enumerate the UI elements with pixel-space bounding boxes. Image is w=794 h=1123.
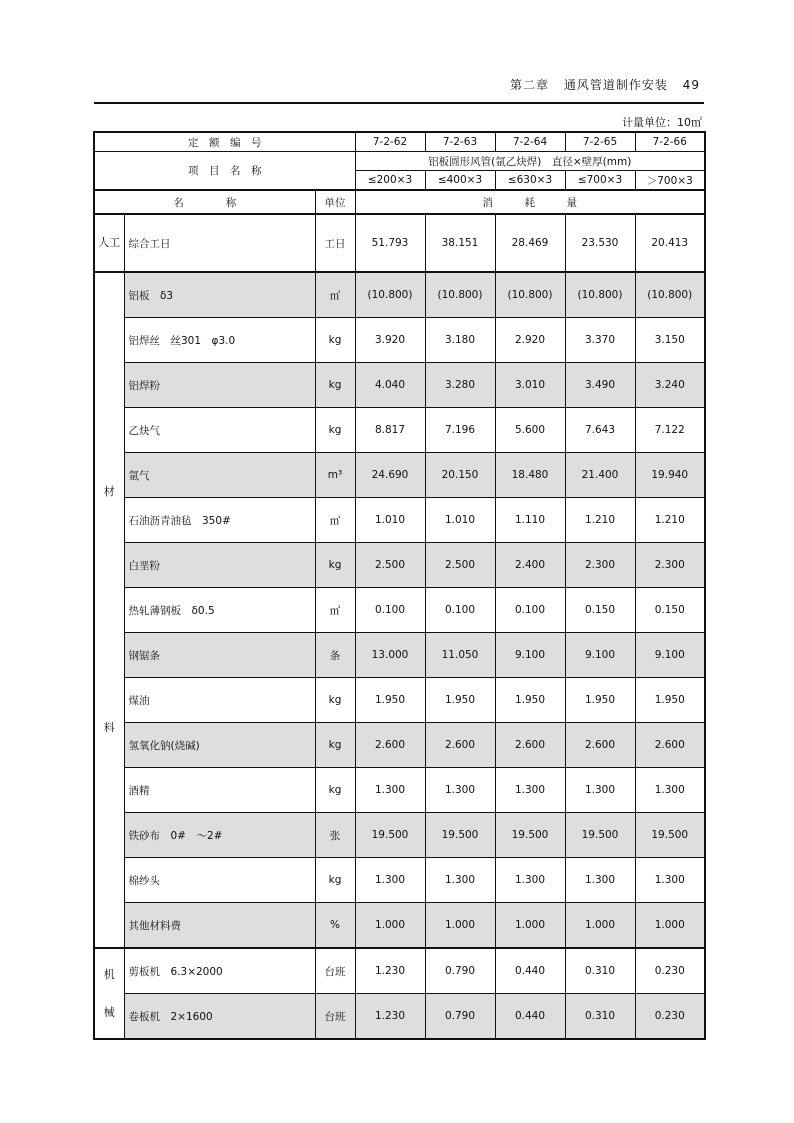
item-value: 3.370 [565,318,635,363]
item-value: 28.469 [495,214,565,272]
item-value: 1.010 [355,498,425,543]
group-label: 材 [103,485,115,498]
quota-code: 7-2-66 [635,132,705,152]
name-column-label: 名 称 [94,190,315,214]
item-name: 铝焊丝 丝301 φ3.0 [124,318,315,363]
header-text [500,76,700,93]
table-row [94,272,705,318]
table-row [94,588,705,633]
item-name: 铁砂布 0# ～2# [124,813,315,858]
item-value: 1.210 [635,498,705,543]
unit-column-label: 单位 [315,190,355,214]
item-unit: kg [315,318,355,363]
group-label: 机 [103,967,115,981]
table-row [94,723,705,768]
quota-no-label: 定 额 编 号 [94,132,355,152]
size-spec: ＞700×3 [635,171,705,191]
group-label-cell [94,214,124,272]
item-value: 1.110 [495,498,565,543]
table-row [94,858,705,903]
item-value: 1.300 [565,768,635,813]
item-value: 1.950 [425,678,495,723]
item-value: 2.600 [425,723,495,768]
size-spec: ≤200×3 [355,171,425,191]
item-value: 2.600 [355,723,425,768]
item-value: 38.151 [425,214,495,272]
item-value: 3.180 [425,318,495,363]
item-value: 1.230 [355,948,425,994]
item-value: 7.196 [425,408,495,453]
group-label: 人工 [98,236,121,249]
item-name: 氩气 [124,453,315,498]
chapter-label: 第二章 [510,78,550,92]
item-value: 9.100 [495,633,565,678]
table-row [94,678,705,723]
item-value: 18.480 [495,453,565,498]
item-value: 1.000 [425,903,495,949]
size-spec: ≤400×3 [425,171,495,191]
item-name: 剪板机 6.3×2000 [124,948,315,994]
item-value: 19.500 [635,813,705,858]
item-name: 煤油 [124,678,315,723]
item-value: 2.300 [565,543,635,588]
item-value: 11.050 [425,633,495,678]
quota-code: 7-2-63 [425,132,495,152]
item-value: 23.530 [565,214,635,272]
item-value: 1.300 [635,768,705,813]
item-value: 1.210 [565,498,635,543]
item-unit: 台班 [315,948,355,994]
table-row [94,214,705,272]
item-value: 1.300 [495,858,565,903]
item-value: 0.230 [635,994,705,1040]
item-value: 1.950 [355,678,425,723]
item-value: 19.500 [565,813,635,858]
table-row [94,903,705,949]
item-value: 0.440 [495,948,565,994]
item-value: 0.100 [355,588,425,633]
table-row [94,633,705,678]
item-name: 钢锯条 [124,633,315,678]
item-value: 20.150 [425,453,495,498]
item-value: 19.500 [355,813,425,858]
item-value: 0.150 [565,588,635,633]
item-value: 0.100 [425,588,495,633]
item-unit: 条 [315,633,355,678]
item-value: 1.300 [355,768,425,813]
item-name: 热轧薄钢板 δ0.5 [124,588,315,633]
item-unit: kg [315,723,355,768]
item-name: 综合工日 [124,214,315,272]
table-row [94,994,705,1040]
item-value: 3.280 [425,363,495,408]
item-value: 1.950 [495,678,565,723]
item-value: 1.000 [495,903,565,949]
group-label-cell [94,272,124,948]
item-value: 2.400 [495,543,565,588]
item-value: 3.920 [355,318,425,363]
item-value: (10.800) [425,272,495,318]
item-name: 氢氧化钠(烧碱) [124,723,315,768]
item-value: 3.150 [635,318,705,363]
table-row [94,408,705,453]
item-value: 19.500 [495,813,565,858]
quota-code: 7-2-65 [565,132,635,152]
group-label-cell [94,948,124,1039]
item-value: 0.100 [495,588,565,633]
item-unit: ㎡ [315,498,355,543]
item-value: 1.000 [635,903,705,949]
table-row [94,813,705,858]
item-value: 1.300 [495,768,565,813]
item-value: 0.310 [565,994,635,1040]
item-value: 24.690 [355,453,425,498]
item-value: (10.800) [495,272,565,318]
item-value: 8.817 [355,408,425,453]
table-row [94,318,705,363]
item-value: 1.000 [355,903,425,949]
item-value: 5.600 [495,408,565,453]
item-unit: kg [315,408,355,453]
item-unit: kg [315,768,355,813]
item-value: 1.300 [565,858,635,903]
item-name: 卷板机 2×1600 [124,994,315,1040]
item-unit: kg [315,858,355,903]
item-name-label: 项 目 名 称 [94,152,355,191]
quota-table [93,131,706,1040]
item-unit: ㎡ [315,272,355,318]
item-unit: m³ [315,453,355,498]
item-name: 棉纱头 [124,858,315,903]
item-value: 0.790 [425,994,495,1040]
item-name: 酒精 [124,768,315,813]
item-name: 其他材料费 [124,903,315,949]
item-value: 1.300 [635,858,705,903]
item-unit: 工日 [315,214,355,272]
group-label: 料 [103,721,115,734]
item-value: 0.790 [425,948,495,994]
item-value: 1.000 [565,903,635,949]
item-value: 9.100 [635,633,705,678]
item-name: 石油沥青油毡 350# [124,498,315,543]
item-value: 1.300 [425,858,495,903]
item-value: 2.500 [355,543,425,588]
quota-code: 7-2-62 [355,132,425,152]
item-name: 乙炔气 [124,408,315,453]
table-row [94,768,705,813]
item-value: 0.310 [565,948,635,994]
item-value: 1.950 [635,678,705,723]
item-title: 铝板圆形风管(氩乙炔焊) 直径×壁厚(mm) [355,152,705,171]
item-unit: kg [315,543,355,588]
table-row [94,498,705,543]
item-unit: kg [315,363,355,408]
consumption-label: 消 耗 量 [355,190,705,214]
item-value: (10.800) [635,272,705,318]
item-value: 0.230 [635,948,705,994]
item-name: 铝焊粉 [124,363,315,408]
group-label: 械 [103,1005,115,1019]
item-unit: kg [315,678,355,723]
item-value: 7.122 [635,408,705,453]
item-value: 3.010 [495,363,565,408]
item-value: (10.800) [355,272,425,318]
item-value: 19.940 [635,453,705,498]
item-value: 21.400 [565,453,635,498]
item-value: 51.793 [355,214,425,272]
item-value: 0.440 [495,994,565,1040]
quota-code: 7-2-64 [495,132,565,152]
page-number: 49 [682,78,700,92]
item-unit: ㎡ [315,588,355,633]
item-value: 2.600 [565,723,635,768]
table-row [94,363,705,408]
page-header [94,74,704,104]
item-value: 2.600 [635,723,705,768]
item-value: 1.300 [425,768,495,813]
item-value: 3.240 [635,363,705,408]
item-value: 7.643 [565,408,635,453]
item-value: 1.010 [425,498,495,543]
table-row [94,453,705,498]
item-unit: 台班 [315,994,355,1040]
size-spec: ≤630×3 [495,171,565,191]
item-value: 0.150 [635,588,705,633]
item-name: 铝板 δ3 [124,272,315,318]
item-value: 19.500 [425,813,495,858]
item-value: 2.920 [495,318,565,363]
item-value: 4.040 [355,363,425,408]
item-value: 20.413 [635,214,705,272]
item-name: 白垩粉 [124,543,315,588]
item-value: 9.100 [565,633,635,678]
item-unit: % [315,903,355,949]
unit-note: 计量单位：10㎡ [622,116,702,129]
item-unit: 张 [315,813,355,858]
size-spec: ≤700×3 [565,171,635,191]
item-value: 1.300 [355,858,425,903]
table-row [94,948,705,994]
table-row [94,543,705,588]
item-value: 13.000 [355,633,425,678]
item-value: 1.230 [355,994,425,1040]
item-value: 2.500 [425,543,495,588]
item-value: 3.490 [565,363,635,408]
item-value: 2.600 [495,723,565,768]
section-title: 通风管道制作安装 [563,78,668,92]
item-value: 1.950 [565,678,635,723]
item-value: 2.300 [635,543,705,588]
item-value: (10.800) [565,272,635,318]
